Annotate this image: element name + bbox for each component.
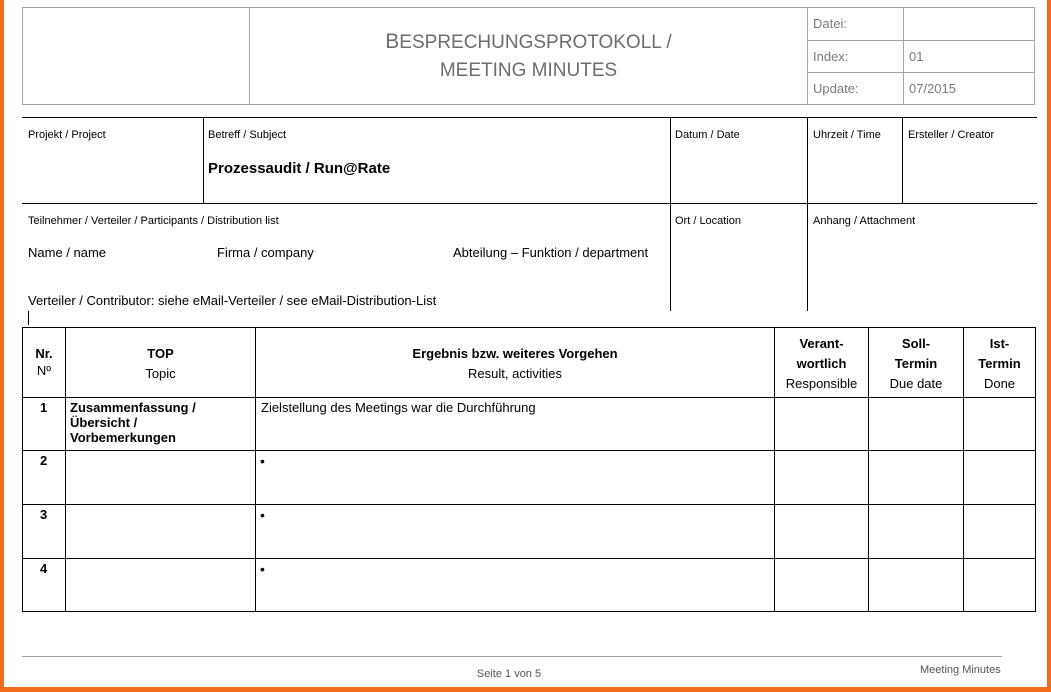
row-1-nr: 1: [40, 400, 48, 415]
row-4-nr: 4: [40, 561, 48, 576]
subject-value-text: Prozessaudit / Run@Rate: [208, 160, 391, 177]
participant-col-name: Name / name: [28, 245, 107, 260]
row-1-topic-line2: Übersicht /: [70, 415, 138, 430]
date-label: Datum / Date: [675, 129, 740, 141]
time-label: Uhrzeit / Time: [813, 129, 881, 141]
header-done: [963, 334, 1036, 394]
project-label: Projekt / Project: [28, 129, 106, 141]
attachment-label: Anhang / Attachment: [813, 215, 916, 227]
location-label: Ort / Location: [675, 215, 742, 227]
header-soll-line3: Due date: [889, 376, 943, 391]
header-ist-line3: Done: [983, 376, 1016, 391]
header-due-date: [868, 334, 964, 394]
row-2-bullet: •: [260, 453, 265, 469]
row-1-topic-line3: Vorbemerkungen: [70, 430, 176, 445]
header-responsible: [774, 334, 869, 394]
header-resp-line3: Responsible: [785, 376, 858, 391]
participant-col-company: Firma / company: [217, 245, 314, 260]
header-resp-line1: Verant-: [799, 336, 844, 351]
header-nr-line2: Nº: [36, 363, 52, 378]
row-3-bullet: •: [260, 507, 265, 523]
header-topic-line1: TOP: [147, 346, 174, 361]
title-initial: B: [385, 30, 400, 53]
header-topic: [65, 344, 256, 384]
footer-document-name: Meeting Minutes: [920, 664, 1001, 676]
footer-divider: [22, 656, 1002, 657]
distribution-line: Verteiler / Contributor: siehe eMail-Verteiler / see eMail-Distribution-List: [28, 293, 437, 308]
meta-label-index: Index:: [813, 49, 849, 64]
header-resp-line2: wortlich: [796, 356, 847, 371]
header-result: [255, 344, 775, 384]
header-result-line2: Result, activities: [468, 366, 562, 381]
row-3-nr: 3: [40, 507, 48, 522]
meta-label-file: Datei:: [813, 16, 847, 31]
meta-label-update: Update:: [813, 81, 859, 96]
header-soll-line2: Termin: [894, 356, 938, 371]
document-page: [4, 0, 1047, 687]
row-1-result: Zielstellung des Meetings war die Durchführung: [261, 400, 536, 415]
row-1-topic: [70, 400, 196, 445]
participant-col-department: Abteilung – Funktion / department: [453, 245, 649, 260]
subject-label: Betreff / Subject: [208, 129, 287, 141]
subject-value: [208, 160, 390, 177]
title-line1: ESPRECHUNGSPROTOKOLL /: [399, 32, 672, 53]
meta-value-update: 07/2015: [909, 81, 956, 96]
header-result-line1: Ergebnis bzw. weiteres Vorgehen: [412, 346, 618, 361]
document-title: [250, 28, 807, 85]
header-ist-line2: Termin: [978, 356, 1021, 371]
header-nr-line1: Nr.: [35, 346, 53, 361]
header-ist-line1: Ist-: [989, 336, 1010, 351]
row-4-bullet: •: [260, 561, 265, 577]
row-2-nr: 2: [40, 453, 48, 468]
creator-label: Ersteller / Creator: [908, 129, 995, 141]
header-topic-line2: Topic: [145, 366, 176, 381]
header-soll-line1: Soll-: [901, 336, 931, 351]
meta-value-index: 01: [909, 49, 924, 64]
footer-page-number: Seite 1 von 5: [476, 668, 542, 680]
title-line2: MEETING MINUTES: [439, 60, 618, 81]
header-nr: [22, 344, 66, 378]
row-1-topic-line1: Zusammenfassung /: [70, 400, 196, 415]
participants-label: Teilnehmer / Verteiler / Participants / Distribution list: [28, 215, 279, 227]
